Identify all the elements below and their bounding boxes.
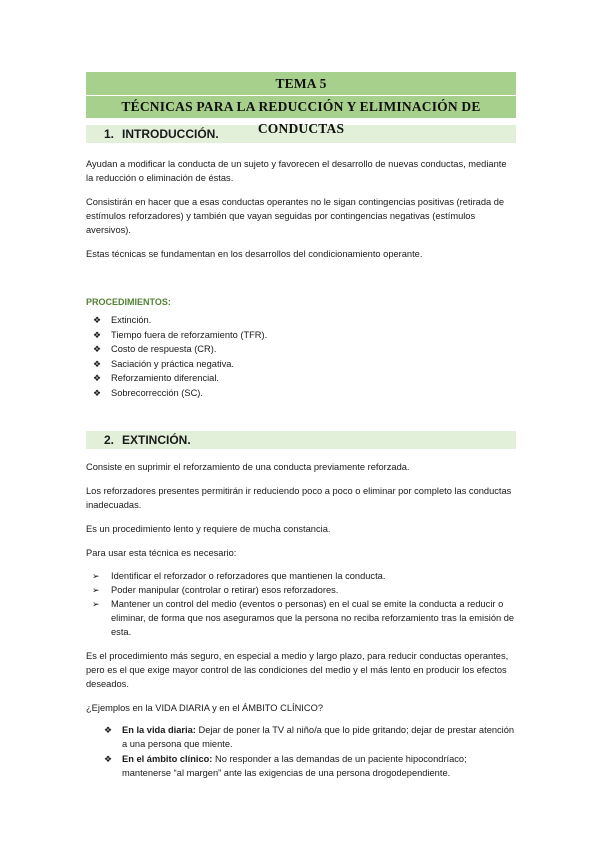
section-number: 2. [104, 432, 115, 447]
paragraph: Ayudan a modificar la conducta de un sujeto y favorecen el desarrollo de nuevas conductas, mediante la reducción o eliminación de éstas. [86, 159, 507, 183]
diamond-bullet-icon: ❖ [93, 344, 102, 355]
list-item: ➢ Mantener un control del medio (eventos o personas) en el cual se emite la conducta a reducir o eliminar, de forma que nos aseguramos que la persona no reciba reforzamiento tras la emisión de esta. [92, 598, 515, 637]
section-title: INTRODUCCIÓN. [122, 127, 219, 141]
paragraph: Es un procedimiento lento y requiere de mucha constancia. [86, 523, 331, 534]
list-item: ➢ Identificar el reforzador o reforzadores que mantienen la conducta. [92, 570, 386, 581]
example-label: En el ámbito clínico: [122, 753, 213, 764]
list-item: ➢ Poder manipular (controlar o retirar) esos reforzadores. [92, 584, 339, 595]
paragraph: Los reforzadores presentes permitirán ir reduciendo poco a poco o eliminar por completo las conductas inadecuadas. [86, 485, 512, 510]
list-item: ❖ Costo de respuesta (CR). [86, 342, 516, 357]
topic-number: TEMA 5 [275, 76, 327, 91]
diamond-bullet-icon: ❖ [93, 329, 102, 340]
arrow-bullet-icon: ➢ [92, 584, 100, 595]
list-item [86, 752, 516, 781]
paragraph: Es el procedimiento más seguro, en especial a medio y largo plazo, para reducir conductas operantes, pero es el que exige mayor control de las condiciones del medio y el más lento en producir los efectos deseados. [86, 650, 509, 689]
procedures-label: PROCEDIMIENTOS: [86, 297, 171, 307]
section-number: 1. [104, 127, 115, 141]
examples-list [86, 723, 516, 781]
diamond-bullet-icon: ❖ [104, 724, 113, 735]
example-label: En la vida diaria: [122, 724, 196, 735]
arrow-bullet-icon: ➢ [92, 598, 100, 609]
paragraph: Consistirán en hacer que a esas conductas operantes no le sigan contingencias positivas (retirada de estímulos reforzadores) y también que vayan seguidas por contingencias negativas (estímulos aversivos). [86, 197, 505, 235]
paragraph: Para usar esta técnica es necesario: [86, 547, 237, 558]
list-item: ❖ Reforzamiento diferencial. [86, 371, 516, 386]
list-item [86, 723, 516, 752]
paragraph: Estas técnicas se fundamentan en los desarrollos del condicionamiento operante. [86, 249, 423, 259]
arrow-bullet-icon: ➢ [92, 570, 100, 581]
section-heading-extincion [86, 431, 516, 449]
diamond-bullet-icon: ❖ [93, 373, 102, 384]
example-text: No responder a las demandas de un paciente hipocondríaco; mantenerse “al margen” ante las exigencias de una persona drogodependiente. [122, 753, 467, 779]
diamond-bullet-icon: ❖ [104, 753, 113, 764]
paragraph: Consiste en suprimir el reforzamiento de una conducta previamente reforzada. [86, 461, 410, 472]
examples-question: ¿Ejemplos en la VIDA DIARIA y en el ÁMBITO CLÍNICO? [86, 702, 323, 713]
topic-title: TÉCNICAS PARA LA REDUCCIÓN Y ELIMINACIÓN DE CONDUCTAS [86, 95, 516, 118]
list-item: ❖ Tiempo fuera de reforzamiento (TFR). [86, 328, 516, 343]
diamond-bullet-icon: ❖ [93, 387, 102, 398]
requirements-list [86, 569, 516, 639]
diamond-bullet-icon: ❖ [93, 358, 102, 369]
example-text: Dejar de poner la TV al niño/a que lo pide gritando; dejar de prestar atención a una persona que miente. [122, 724, 515, 750]
procedures-list [86, 313, 516, 401]
section-title: EXTINCIÓN. [122, 432, 191, 447]
list-item: ❖ Saciación y práctica negativa. [86, 357, 516, 372]
diamond-bullet-icon: ❖ [93, 315, 102, 325]
list-item: ❖ Extinción. [86, 313, 516, 328]
list-item: ❖ Sobrecorrección (SC). [86, 386, 516, 401]
document-page [86, 72, 516, 781]
